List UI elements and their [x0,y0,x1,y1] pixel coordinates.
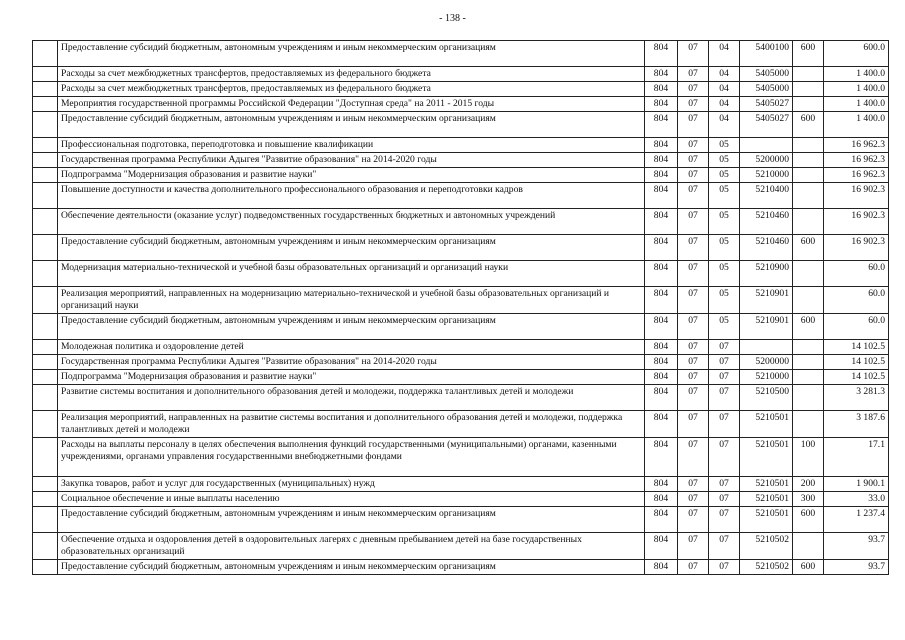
row-blank-cell [33,81,58,96]
expense-type-cell [793,167,824,182]
target-article-cell: 5210502 [740,559,793,574]
section-cell: 07 [678,506,709,532]
expense-name-cell: Молодежная политика и оздоровление детей [58,339,645,354]
section-cell: 07 [678,369,709,384]
table-row [33,182,889,208]
section-cell: 07 [678,152,709,167]
target-article-cell: 5210501 [740,491,793,506]
target-article-cell: 5210400 [740,182,793,208]
ministry-code-cell: 804 [645,476,678,491]
amount-cell: 1 400.0 [824,81,889,96]
subsection-cell: 07 [709,491,740,506]
table-row [33,354,889,369]
target-article-cell: 5210501 [740,506,793,532]
ministry-code-cell: 804 [645,208,678,234]
row-blank-cell [33,354,58,369]
target-article-cell: 5210900 [740,260,793,286]
expense-name-cell: Предоставление субсидий бюджетным, автономным учреждениям и иным некоммерческим организациям [58,559,645,574]
expense-name-cell: Обеспечение деятельности (оказание услуг) подведомственных государственных бюджетных и автономных учреждений [58,208,645,234]
target-article-cell: 5400100 [740,41,793,67]
section-cell: 07 [678,410,709,437]
table-row [33,559,889,574]
subsection-cell: 07 [709,354,740,369]
subsection-cell: 04 [709,111,740,137]
row-blank-cell [33,234,58,260]
ministry-code-cell: 804 [645,137,678,152]
row-blank-cell [33,137,58,152]
target-article-cell: 5210000 [740,167,793,182]
section-cell: 07 [678,286,709,313]
expense-type-cell: 600 [793,313,824,339]
expense-type-cell [793,81,824,96]
table-row [33,234,889,260]
expense-name-cell: Развитие системы воспитания и дополнительного образования детей и молодежи, поддержка талантливых детей и молодежи [58,384,645,410]
target-article-cell: 5200000 [740,152,793,167]
subsection-cell: 07 [709,384,740,410]
subsection-cell: 05 [709,182,740,208]
subsection-cell: 07 [709,559,740,574]
row-blank-cell [33,286,58,313]
section-cell: 07 [678,182,709,208]
expense-type-cell [793,152,824,167]
expense-name-cell: Закупка товаров, работ и услуг для государственных (муниципальных) нужд [58,476,645,491]
subsection-cell: 04 [709,67,740,82]
row-blank-cell [33,506,58,532]
ministry-code-cell: 804 [645,234,678,260]
amount-cell: 3 281.3 [824,384,889,410]
expense-name-cell: Подпрограмма "Модернизация образования и развитие науки" [58,369,645,384]
expense-name-cell: Предоставление субсидий бюджетным, автономным учреждениям и иным некоммерческим организациям [58,313,645,339]
ministry-code-cell: 804 [645,81,678,96]
table-row [33,491,889,506]
expense-type-cell [793,208,824,234]
ministry-code-cell: 804 [645,369,678,384]
subsection-cell: 07 [709,369,740,384]
budget-table-body [33,41,889,575]
expense-name-cell: Расходы на выплаты персоналу в целях обеспечения выполнения функций государственными (муниципальными) органами, казенными учреждениями, органами управления государственными внебюджетными фондами [58,437,645,476]
amount-cell: 1 237.4 [824,506,889,532]
target-article-cell: 5210460 [740,234,793,260]
expense-name-cell: Государственная программа Республики Адыгея "Развитие образования" на 2014-2020 годы [58,354,645,369]
expense-type-cell [793,384,824,410]
ministry-code-cell: 804 [645,286,678,313]
expense-type-cell [793,182,824,208]
target-article-cell [740,137,793,152]
table-row [33,384,889,410]
target-article-cell: 5210502 [740,532,793,559]
section-cell: 07 [678,81,709,96]
target-article-cell: 5210501 [740,476,793,491]
row-blank-cell [33,182,58,208]
expense-type-cell: 300 [793,491,824,506]
table-row [33,111,889,137]
target-article-cell: 5200000 [740,354,793,369]
ministry-code-cell: 804 [645,410,678,437]
expense-name-cell: Социальное обеспечение и иные выплаты населению [58,491,645,506]
expense-name-cell: Реализация мероприятий, направленных на модернизацию материально-технической и учебной базы образовательных организаций и организаций науки [58,286,645,313]
table-row [33,369,889,384]
table-row [33,81,889,96]
amount-cell: 16 962.3 [824,167,889,182]
section-cell: 07 [678,354,709,369]
ministry-code-cell: 804 [645,384,678,410]
expense-type-cell: 600 [793,506,824,532]
ministry-code-cell: 804 [645,167,678,182]
expense-type-cell [793,286,824,313]
target-article-cell: 5210501 [740,410,793,437]
amount-cell: 14 102.5 [824,354,889,369]
ministry-code-cell: 804 [645,532,678,559]
expense-type-cell [793,260,824,286]
table-row [33,260,889,286]
subsection-cell: 05 [709,208,740,234]
expense-name-cell: Предоставление субсидий бюджетным, автономным учреждениям и иным некоммерческим организациям [58,234,645,260]
ministry-code-cell: 804 [645,41,678,67]
subsection-cell: 07 [709,339,740,354]
table-row [33,152,889,167]
expense-type-cell: 600 [793,234,824,260]
table-row [33,137,889,152]
ministry-code-cell: 804 [645,67,678,82]
target-article-cell: 5210460 [740,208,793,234]
section-cell: 07 [678,476,709,491]
row-blank-cell [33,67,58,82]
expense-type-cell [793,339,824,354]
amount-cell: 33.0 [824,491,889,506]
ministry-code-cell: 804 [645,313,678,339]
budget-table [32,40,889,575]
table-row [33,532,889,559]
ministry-code-cell: 804 [645,559,678,574]
subsection-cell: 05 [709,137,740,152]
expense-type-cell [793,410,824,437]
section-cell: 07 [678,339,709,354]
target-article-cell: 5210000 [740,369,793,384]
row-blank-cell [33,384,58,410]
expense-name-cell: Обеспечение отдыха и оздоровления детей в оздоровительных лагерях с дневным пребыванием детей на базе государственных образовательных организаций [58,532,645,559]
subsection-cell: 04 [709,81,740,96]
expense-name-cell: Подпрограмма "Модернизация образования и развитие науки" [58,167,645,182]
subsection-cell: 07 [709,506,740,532]
expense-type-cell: 100 [793,437,824,476]
amount-cell: 1 400.0 [824,96,889,111]
table-row [33,286,889,313]
section-cell: 07 [678,234,709,260]
expense-name-cell: Мероприятия государственной программы Российской Федерации "Доступная среда" на 2011 - 2015 годы [58,96,645,111]
section-cell: 07 [678,384,709,410]
row-blank-cell [33,559,58,574]
expense-name-cell: Расходы за счет межбюджетных трансфертов, предоставляемых из федерального бюджета [58,81,645,96]
subsection-cell: 07 [709,532,740,559]
expense-type-cell: 600 [793,111,824,137]
amount-cell: 93.7 [824,559,889,574]
expense-type-cell [793,369,824,384]
amount-cell: 1 400.0 [824,67,889,82]
ministry-code-cell: 804 [645,260,678,286]
section-cell: 07 [678,313,709,339]
section-cell: 07 [678,260,709,286]
table-row [33,506,889,532]
row-blank-cell [33,152,58,167]
amount-cell: 93.7 [824,532,889,559]
page-number: - 138 - [439,13,466,24]
amount-cell: 16 902.3 [824,234,889,260]
row-blank-cell [33,111,58,137]
expense-name-cell: Реализация мероприятий, направленных на развитие системы воспитания и дополнительного образования детей и молодежи, поддержка талантливых детей и молодежи [58,410,645,437]
table-row [33,437,889,476]
row-blank-cell [33,532,58,559]
section-cell: 07 [678,559,709,574]
amount-cell: 60.0 [824,313,889,339]
target-article-cell: 5210901 [740,313,793,339]
table-row [33,313,889,339]
expense-type-cell [793,96,824,111]
amount-cell: 16 902.3 [824,208,889,234]
expense-type-cell [793,67,824,82]
table-row [33,67,889,82]
table-row [33,208,889,234]
expense-name-cell: Предоставление субсидий бюджетным, автономным учреждениям и иным некоммерческим организациям [58,111,645,137]
subsection-cell: 05 [709,167,740,182]
subsection-cell: 04 [709,96,740,111]
row-blank-cell [33,491,58,506]
section-cell: 07 [678,437,709,476]
expense-type-cell: 200 [793,476,824,491]
amount-cell: 60.0 [824,260,889,286]
section-cell: 07 [678,532,709,559]
section-cell: 07 [678,67,709,82]
table-row [33,96,889,111]
subsection-cell: 07 [709,476,740,491]
row-blank-cell [33,208,58,234]
section-cell: 07 [678,96,709,111]
table-row [33,41,889,67]
row-blank-cell [33,339,58,354]
amount-cell: 14 102.5 [824,339,889,354]
subsection-cell: 04 [709,41,740,67]
ministry-code-cell: 804 [645,96,678,111]
expense-name-cell: Государственная программа Республики Адыгея "Развитие образования" на 2014-2020 годы [58,152,645,167]
expense-type-cell [793,354,824,369]
section-cell: 07 [678,41,709,67]
target-article-cell: 5405027 [740,96,793,111]
row-blank-cell [33,167,58,182]
amount-cell: 16 962.3 [824,152,889,167]
target-article-cell: 5405027 [740,111,793,137]
row-blank-cell [33,410,58,437]
ministry-code-cell: 804 [645,354,678,369]
section-cell: 07 [678,137,709,152]
expense-type-cell: 600 [793,41,824,67]
amount-cell: 16 902.3 [824,182,889,208]
expense-type-cell [793,532,824,559]
target-article-cell: 5210901 [740,286,793,313]
expense-type-cell [793,137,824,152]
target-article-cell: 5405000 [740,81,793,96]
expense-name-cell: Предоставление субсидий бюджетным, автономным учреждениям и иным некоммерческим организациям [58,41,645,67]
amount-cell: 14 102.5 [824,369,889,384]
target-article-cell: 5405000 [740,67,793,82]
ministry-code-cell: 804 [645,339,678,354]
section-cell: 07 [678,111,709,137]
row-blank-cell [33,260,58,286]
amount-cell: 3 187.6 [824,410,889,437]
row-blank-cell [33,369,58,384]
expense-name-cell: Расходы за счет межбюджетных трансфертов, предоставляемых из федерального бюджета [58,67,645,82]
amount-cell: 17.1 [824,437,889,476]
subsection-cell: 07 [709,437,740,476]
ministry-code-cell: 804 [645,111,678,137]
amount-cell: 16 962.3 [824,137,889,152]
row-blank-cell [33,41,58,67]
ministry-code-cell: 804 [645,506,678,532]
ministry-code-cell: 804 [645,491,678,506]
row-blank-cell [33,476,58,491]
amount-cell: 1 400.0 [824,111,889,137]
amount-cell: 1 900.1 [824,476,889,491]
target-article-cell: 5210501 [740,437,793,476]
target-article-cell [740,339,793,354]
section-cell: 07 [678,491,709,506]
table-row [33,410,889,437]
ministry-code-cell: 804 [645,437,678,476]
subsection-cell: 05 [709,234,740,260]
amount-cell: 600.0 [824,41,889,67]
expense-name-cell: Предоставление субсидий бюджетным, автономным учреждениям и иным некоммерческим организациям [58,506,645,532]
target-article-cell: 5210500 [740,384,793,410]
table-row [33,167,889,182]
subsection-cell: 05 [709,260,740,286]
table-row [33,339,889,354]
table-row [33,476,889,491]
expense-name-cell: Модернизация материально-технической и учебной базы образовательных организаций и организаций науки [58,260,645,286]
ministry-code-cell: 804 [645,152,678,167]
subsection-cell: 05 [709,152,740,167]
ministry-code-cell: 804 [645,182,678,208]
subsection-cell: 05 [709,313,740,339]
row-blank-cell [33,437,58,476]
amount-cell: 60.0 [824,286,889,313]
expense-name-cell: Профессиональная подготовка, переподготовка и повышение квалификации [58,137,645,152]
section-cell: 07 [678,208,709,234]
section-cell: 07 [678,167,709,182]
expense-type-cell: 600 [793,559,824,574]
subsection-cell: 07 [709,410,740,437]
row-blank-cell [33,96,58,111]
expense-name-cell: Повышение доступности и качества дополнительного профессионального образования и переподготовки кадров [58,182,645,208]
subsection-cell: 05 [709,286,740,313]
row-blank-cell [33,313,58,339]
